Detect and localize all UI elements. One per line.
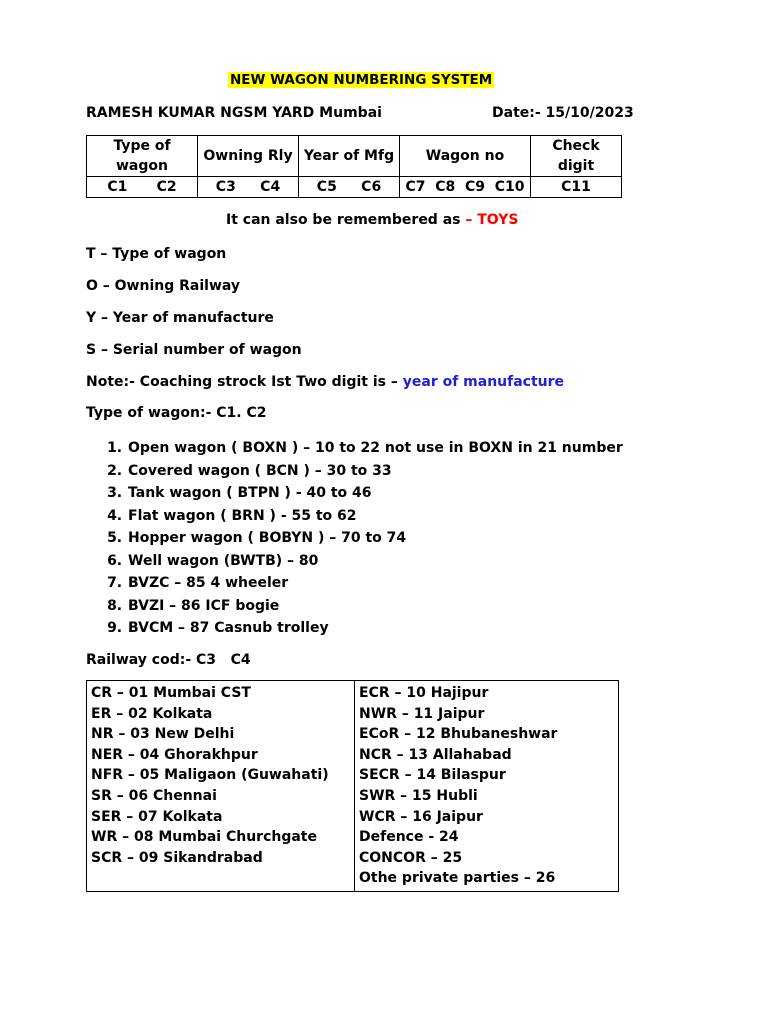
toys-highlight: – TOYS	[465, 212, 519, 228]
toys-mnemonic-line	[226, 212, 518, 228]
list-item: 3. Tank wagon ( BTPN ) - 40 to 46	[127, 482, 623, 505]
toys-item-o: O – Owning Railway	[86, 278, 241, 294]
wagon-number-format-table	[86, 135, 622, 198]
code-cell: C1 C2	[87, 177, 198, 198]
code-cell: C7 C8 C9 C10	[400, 177, 531, 198]
list-item: 6. Well wagon (BWTB) – 80	[127, 550, 623, 573]
railway-code-item: CR – 01 Mumbai CST	[91, 685, 251, 701]
railway-code-item: Othe private parties – 26	[359, 870, 556, 887]
railway-code-item: SWR – 15 Hubli	[359, 787, 478, 804]
list-item: 8. BVZI – 86 ICF bogie	[127, 595, 623, 618]
railway-code-item: WR – 08 Mumbai Churchgate	[91, 829, 317, 846]
railway-code-item: SER – 07 Kolkata	[91, 808, 223, 825]
header-cell: Check digit	[531, 136, 622, 177]
railway-code-heading: Railway cod:- C3 C4	[86, 652, 251, 668]
format-code-row	[87, 177, 622, 198]
railway-code-item: Defence - 24	[359, 829, 459, 846]
code-cell: C5 C6	[299, 177, 400, 198]
railway-code-item: SR – 06 Chennai	[91, 787, 217, 804]
railway-code-item: NCR – 13 Allahabad	[359, 746, 512, 763]
toys-item-t: T – Type of wagon	[86, 246, 227, 262]
code-cell: C11	[531, 177, 622, 198]
toys-item-y: Y – Year of manufacture	[86, 310, 274, 326]
header-cell: Wagon no	[400, 136, 531, 177]
format-header-row	[87, 136, 622, 177]
list-item: 4. Flat wagon ( BRN ) - 55 to 62	[127, 505, 623, 528]
list-item: 5. Hopper wagon ( BOBYN ) – 70 to 74	[127, 527, 623, 550]
list-item: 9. BVCM – 87 Casnub trolley	[127, 617, 623, 640]
list-item: 2. Covered wagon ( BCN ) – 30 to 33	[127, 460, 623, 483]
railway-code-item: NER – 04 Ghorakhpur	[91, 746, 258, 763]
date-line: Date:- 15/10/2023	[492, 105, 634, 121]
mnemonic-prefix: It can also be remembered as	[226, 212, 466, 228]
note-prefix: Note:- Coaching strock Ist Two digit is –	[86, 374, 403, 390]
railway-code-item: ECoR – 12 Bhubaneshwar	[359, 726, 558, 743]
author-line: RAMESH KUMAR NGSM YARD Mumbai	[86, 105, 382, 121]
railway-code-item: ECR – 10 Hajipur	[359, 685, 489, 701]
header-cell: Owning Rly	[198, 136, 299, 177]
wagon-type-list	[84, 437, 623, 640]
railway-right-column	[355, 681, 619, 892]
code-cell: C3 C4	[198, 177, 299, 198]
note-line	[86, 374, 564, 390]
railway-code-item: CONCOR – 25	[359, 849, 463, 866]
railway-code-item: ER – 02 Kolkata	[91, 705, 213, 722]
list-item: 1. Open wagon ( BOXN ) – 10 to 22 not use in BOXN in 21 number	[127, 437, 623, 460]
railway-code-item: SCR – 09 Sikandrabad	[91, 849, 263, 866]
document-title: NEW WAGON NUMBERING SYSTEM	[230, 72, 493, 88]
table-row	[87, 681, 619, 892]
list-item: 7. BVZC – 85 4 wheeler	[127, 572, 623, 595]
note-highlight: year of manufacture	[402, 374, 565, 390]
railway-code-item: NWR – 11 Jaipur	[359, 705, 485, 722]
railway-code-item: SECR – 14 Bilaspur	[359, 767, 506, 784]
railway-left-column	[87, 681, 355, 892]
railway-code-item: NFR – 05 Maligaon (Guwahati)	[91, 767, 329, 784]
railway-code-item: NR – 03 New Delhi	[91, 726, 235, 743]
toys-item-s: S – Serial number of wagon	[86, 342, 302, 358]
header-cell: Year of Mfg	[299, 136, 400, 177]
type-of-wagon-heading: Type of wagon:- C1. C2	[86, 405, 267, 421]
header-cell: Type of wagon	[87, 136, 198, 177]
railway-code-table	[86, 680, 619, 892]
railway-code-item: WCR – 16 Jaipur	[359, 808, 483, 825]
